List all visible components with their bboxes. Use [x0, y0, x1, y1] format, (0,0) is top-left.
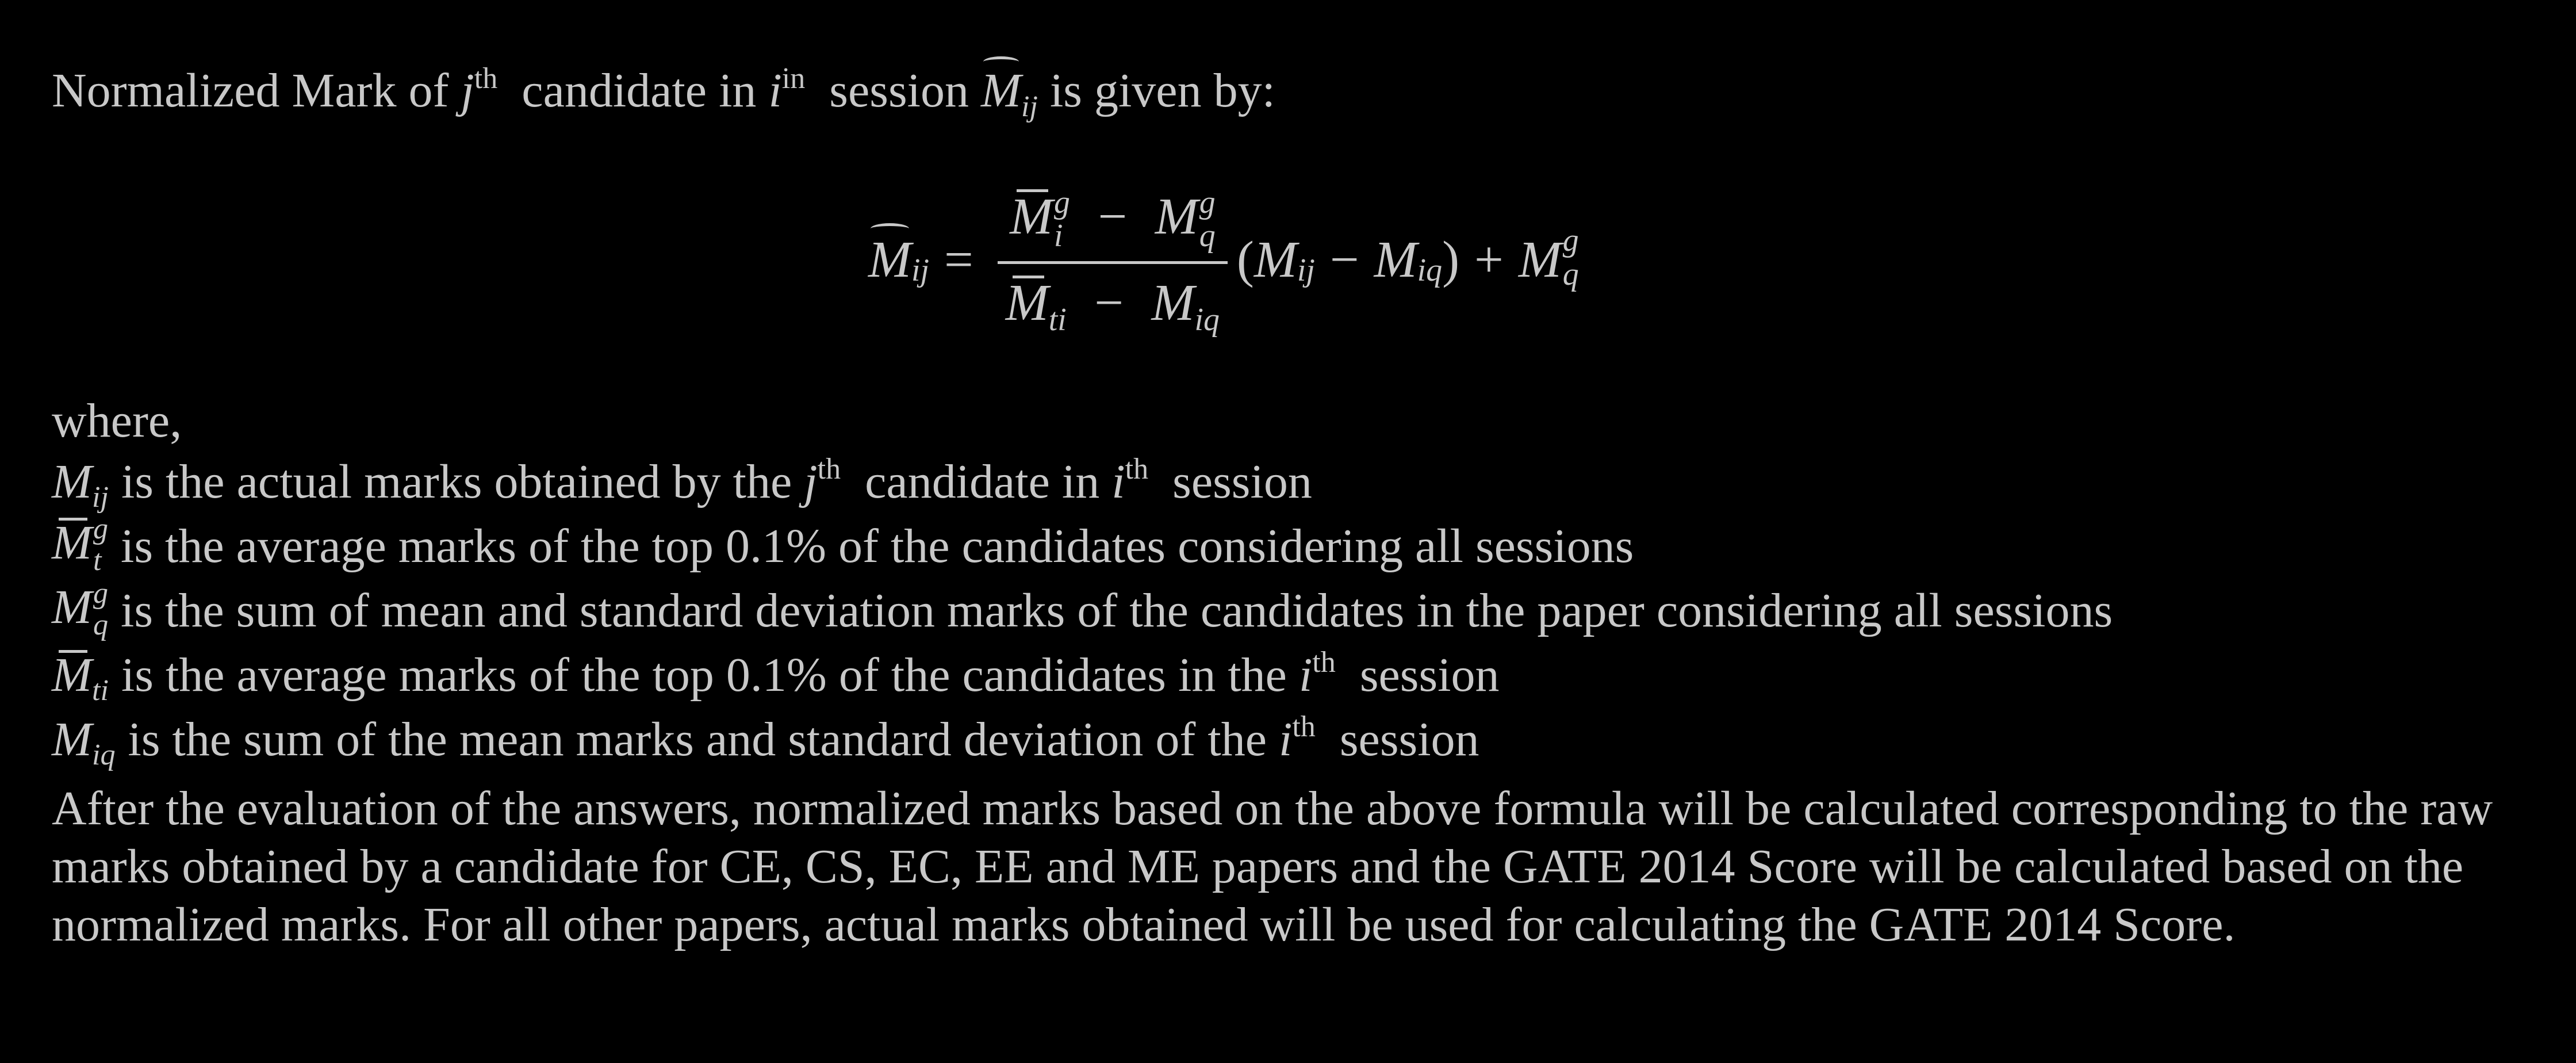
definition-mt-g: M g t is the average marks of the top 0.1% of the candidates considering all sessions [52, 514, 2113, 579]
evaluation-note-paragraph: After the evaluation of the answers, normalized marks based on the above formula will be calculated corresponding to the raw marks obtained by a candidate for CE, CS, EC, EE and ME papers and the GATE 2014 Score will be calculated based on the normalized marks. For all other papers, actual marks obtained will be used for calculating the GATE 2014 Score. [52, 782, 2493, 951]
definition-list [52, 450, 2113, 772]
definition-mti: $M_{ti}$ is the average marks of the top 0.1% of the candidates in the $i^{th}$ session [52, 646, 1500, 708]
equation-bracket-term: ( M $_{ij}$ − M $_{iq}$ ) [1236, 231, 1460, 288]
definition-symbol: $M_{iq}$ [52, 712, 116, 772]
definition-miq: $M_{iq}$ is the sum of the mean marks and standard deviation of the $i^{th}$ session [52, 710, 1479, 772]
normalization-equation [868, 174, 1579, 346]
intro-text-2: candidate in [522, 64, 757, 117]
equation-equals: = [944, 231, 973, 288]
intro-symbol-mhat: $M_{ij}$ [981, 64, 1038, 117]
intro-text-1: Normalized Mark of [52, 64, 449, 117]
intro-var-i: $i^{in}$ [768, 62, 806, 117]
definition-symbol: $M_{ti}$ [52, 647, 109, 705]
definition-symbol: M g q [52, 576, 109, 641]
definition-symbol: $M_{ij}$ [52, 454, 109, 514]
fraction-denominator: $M_{ti} - M_{iq}$ [998, 272, 1228, 334]
document-body [52, 62, 2524, 123]
fraction-numerator: M g i − M g q [1010, 184, 1216, 254]
equation-lhs: M $_{ij}$ [868, 229, 929, 291]
intro-text-4: is given by: [1049, 64, 1275, 117]
intro-text-3: session [829, 64, 969, 117]
definition-mij: $M_{ij}$ is the actual marks obtained by the $j^{th}$ candidate in $i^{th}$ session [52, 453, 1312, 514]
equation-plus: + [1474, 231, 1504, 288]
definition-symbol: M g t [52, 512, 109, 577]
equation-last-term: M g q [1518, 223, 1579, 292]
equation-fraction [998, 184, 1228, 338]
intro-var-j: $j^{th}$ [461, 62, 498, 117]
where-label: where, [52, 394, 182, 448]
definition-mq-g: M g q is the sum of mean and standard deviation marks of the candidates in the paper considering all sessions [52, 579, 2113, 643]
intro-sentence [52, 62, 2524, 123]
fraction-bar [998, 261, 1228, 264]
